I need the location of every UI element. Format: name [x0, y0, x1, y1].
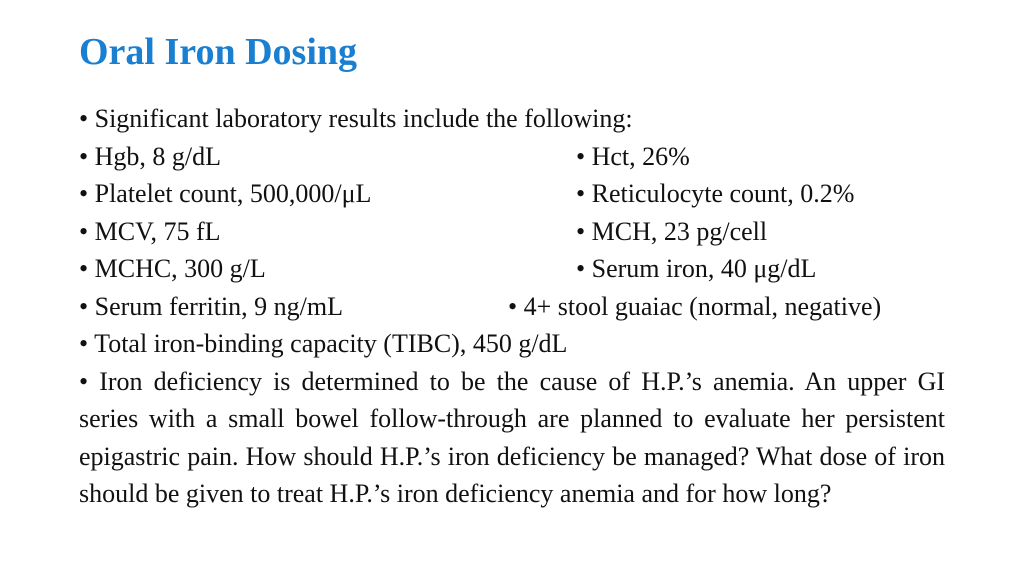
lab-hct: • Hct, 26% [576, 141, 690, 171]
slide-title: Oral Iron Dosing [79, 31, 358, 73]
lab-tibc: • Total iron-binding capacity (TIBC), 450 g/dL [79, 329, 568, 358]
lab-serum-iron: • Serum iron, 40 μg/dL [576, 254, 817, 283]
lab-row-mchc [79, 250, 945, 288]
lab-row-mcv [79, 213, 945, 251]
lab-hgb: • Hgb, 8 g/dL [79, 141, 221, 171]
case-question: • Iron deficiency is determined to be the cause of H.P.’s anemia. An upper GI series with a small bowel follow-through are planned to evaluate her persistent epigastric pain. How should H.P.’s iron deficiency be managed? What dose of iron should be given to treat H.P.’s iron deficiency anemia and for how long? [79, 366, 945, 508]
lab-mchc: • MCHC, 300 g/L [79, 254, 266, 283]
lab-mch: • MCH, 23 pg/cell [576, 216, 768, 246]
slide-body [79, 100, 945, 513]
lab-row-platelet [79, 175, 945, 213]
lab-serum-ferritin: • Serum ferritin, 9 ng/mL [79, 291, 343, 321]
lab-stool-guaiac: • 4+ stool guaiac (normal, negative) [508, 291, 882, 321]
intro-bullet: • Significant laboratory results include the following: [79, 104, 633, 133]
lab-row-ferritin [79, 288, 945, 326]
lab-row-hgb [79, 138, 945, 176]
lab-reticulocyte-count: • Reticulocyte count, 0.2% [576, 179, 855, 208]
lab-mcv: • MCV, 75 fL [79, 216, 221, 246]
lab-platelet-count: • Platelet count, 500,000/μL [79, 179, 372, 208]
